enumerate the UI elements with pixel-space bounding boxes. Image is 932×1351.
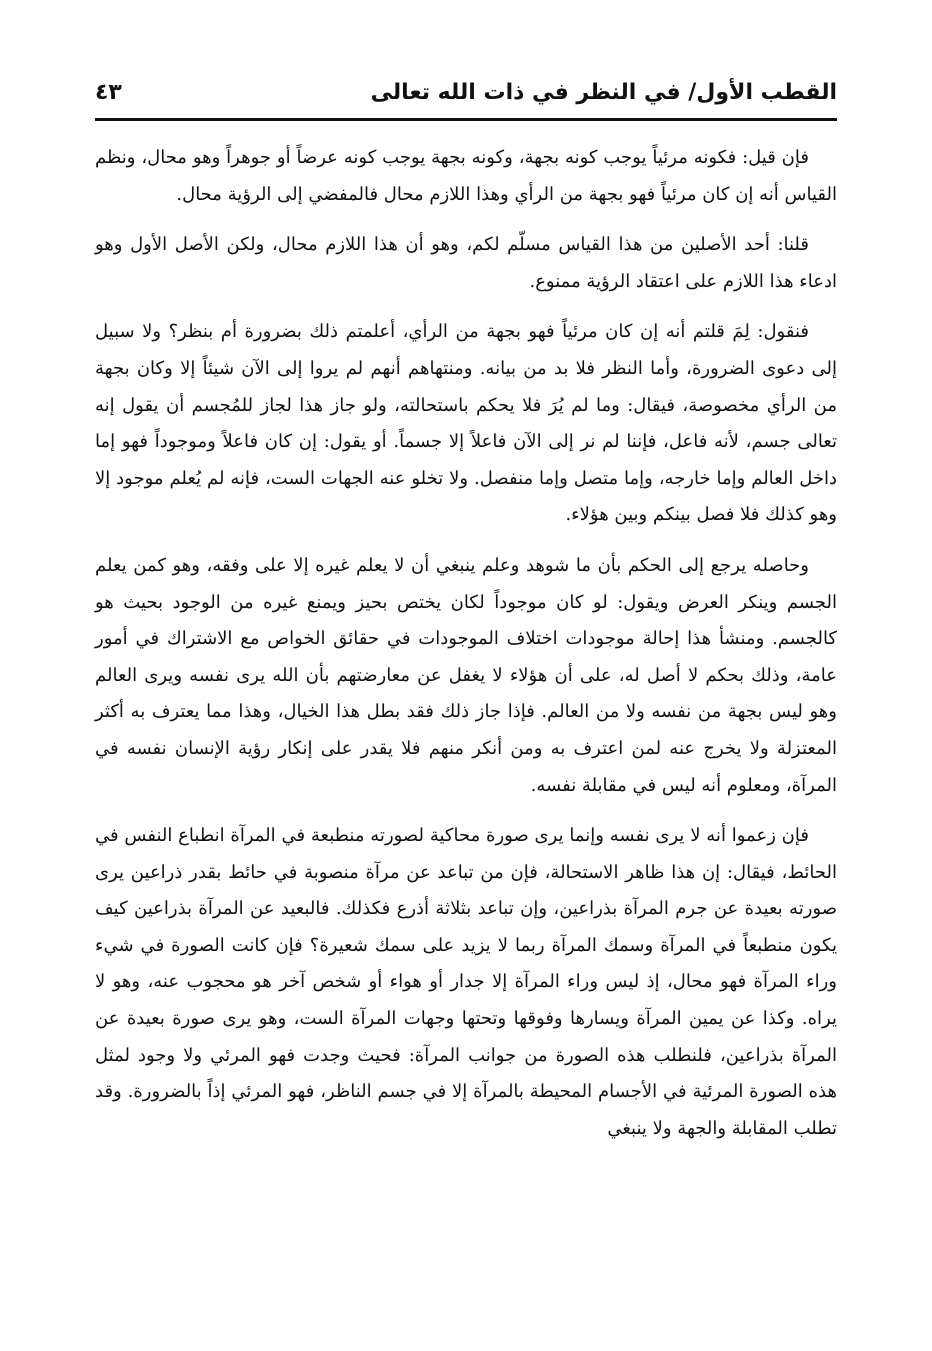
body-text bbox=[95, 140, 837, 1161]
running-head bbox=[95, 74, 837, 114]
running-title: القطب الأول/ في النظر في ذات الله تعالى bbox=[370, 80, 837, 105]
paragraph: قلنا: أحد الأصلين من هذا القياس مسلّم لكم، وهو أن هذا اللازم محال، ولكن الأصل الأول وهو ادعاء هذا اللازم على اعتقاد الرؤية ممنوع. bbox=[95, 234, 837, 292]
paragraph: فإن قيل: فكونه مرئياً يوجب كونه بجهة، وكونه بجهة يوجب كونه عرضاً أو جوهراً وهو محال، ونظم القياس أنه إن كان مرئياً فهو بجهة من الرأي وهذا اللازم محال فالمفضي إلى الرؤية محال. bbox=[95, 147, 837, 205]
header-rule bbox=[95, 118, 837, 121]
page-number: ٤٣ bbox=[95, 80, 122, 105]
paragraph: فنقول: لِمَ قلتم أنه إن كان مرئياً فهو بجهة من الرأي، أعلمتم ذلك بضرورة أم بنظر؟ ولا سبيل إلى دعوى الضرورة، وأما النظر فلا بد من بيانه. ومنتهاهم أنهم لم يروا إلى الآن شيئاً إلا وكان بجهة من الرأي مخصوصة، فيقال: وما لم يُرَ فلا يحكم باستحالته، ولو جاز هذا لجاز للمُجسم أن يقول إنه تعالى جسم، لأنه فاعل، فإننا لم نر إلى الآن فاعلاً إلا جسماً. أو يقول: إن كان فاعلاً وموجوداً فهو إما داخل العالم وإما خارجه، وإما متصل وإما منفصل. ولا تخلو عنه الجهات الست، فإنه لم يُعلم موجود إلا وهو كذلك فلا فصل بينكم وبين هؤلاء. bbox=[95, 321, 837, 526]
paragraph: فإن زعموا أنه لا يرى نفسه وإنما يرى صورة محاكية لصورته منطبعة في المرآة انطباع النفس في الحائط، فيقال: إن هذا ظاهر الاستحالة، فإن من تباعد عن مرآة منصوبة في حائط بقدر ذراعين يرى صورته بعيدة عن جرم المرآة بذراعين، وإن تباعد بثلاثة أذرع فكذلك. فالبعيد عن المرآة بذراعين كيف يكون منطبعاً في المرآة وسمك المرآة ربما لا يزيد على سمك شعيرة؟ فإن كانت الصورة في شيء وراء المرآة فهو محال، إذ ليس وراء المرآة إلا جدار أو هواء أو شخص آخر هو محجوب عنه، وهو لا يراه. وكذا عن يمين المرآة ويسارها وفوقها وتحتها وجهات المرآة الست، وهو يرى صورة بعيدة عن المرآة بذراعين، فلنطلب هذه الصورة من جوانب المرآة: فحيث وجدت فهو المرئي ولا وجود لمثل هذه الصورة المرئية في الأجسام المحيطة بالمرآة إلا في جسم الناظر، فهو المرئي إذاً بالضرورة. وقد تطلب المقابلة والجهة ولا ينبغي bbox=[95, 825, 837, 1139]
paragraph: وحاصله يرجع إلى الحكم بأن ما شوهد وعلم ينبغي أن لا يعلم غيره إلا على وفقه، وهو كمن يعلم الجسم وينكر العرض ويقول: لو كان موجوداً لكان يختص بحيز ويمنع غيره من الوجود بحيث هو كالجسم. ومنشأ هذا إحالة موجودات اختلاف الموجودات في حقائق الخواص مع الاشتراك في أمور عامة، وذلك بحكم لا أصل له، على أن هؤلاء لا يغفل عن معارضتهم بأن الله يرى نفسه ويرى العالم وهو ليس بجهة من نفسه ولا من العالم. فإذا جاز ذلك فقد بطل هذا الخيال، وهذا مما يعترف به أكثر المعتزلة ولا يخرج عنه لمن اعترف به ومن أنكر منهم فلا يقدر على إنكار رؤية الإنسان نفسه في المرآة، ومعلوم أنه ليس في مقابلة نفسه. bbox=[95, 554, 837, 796]
